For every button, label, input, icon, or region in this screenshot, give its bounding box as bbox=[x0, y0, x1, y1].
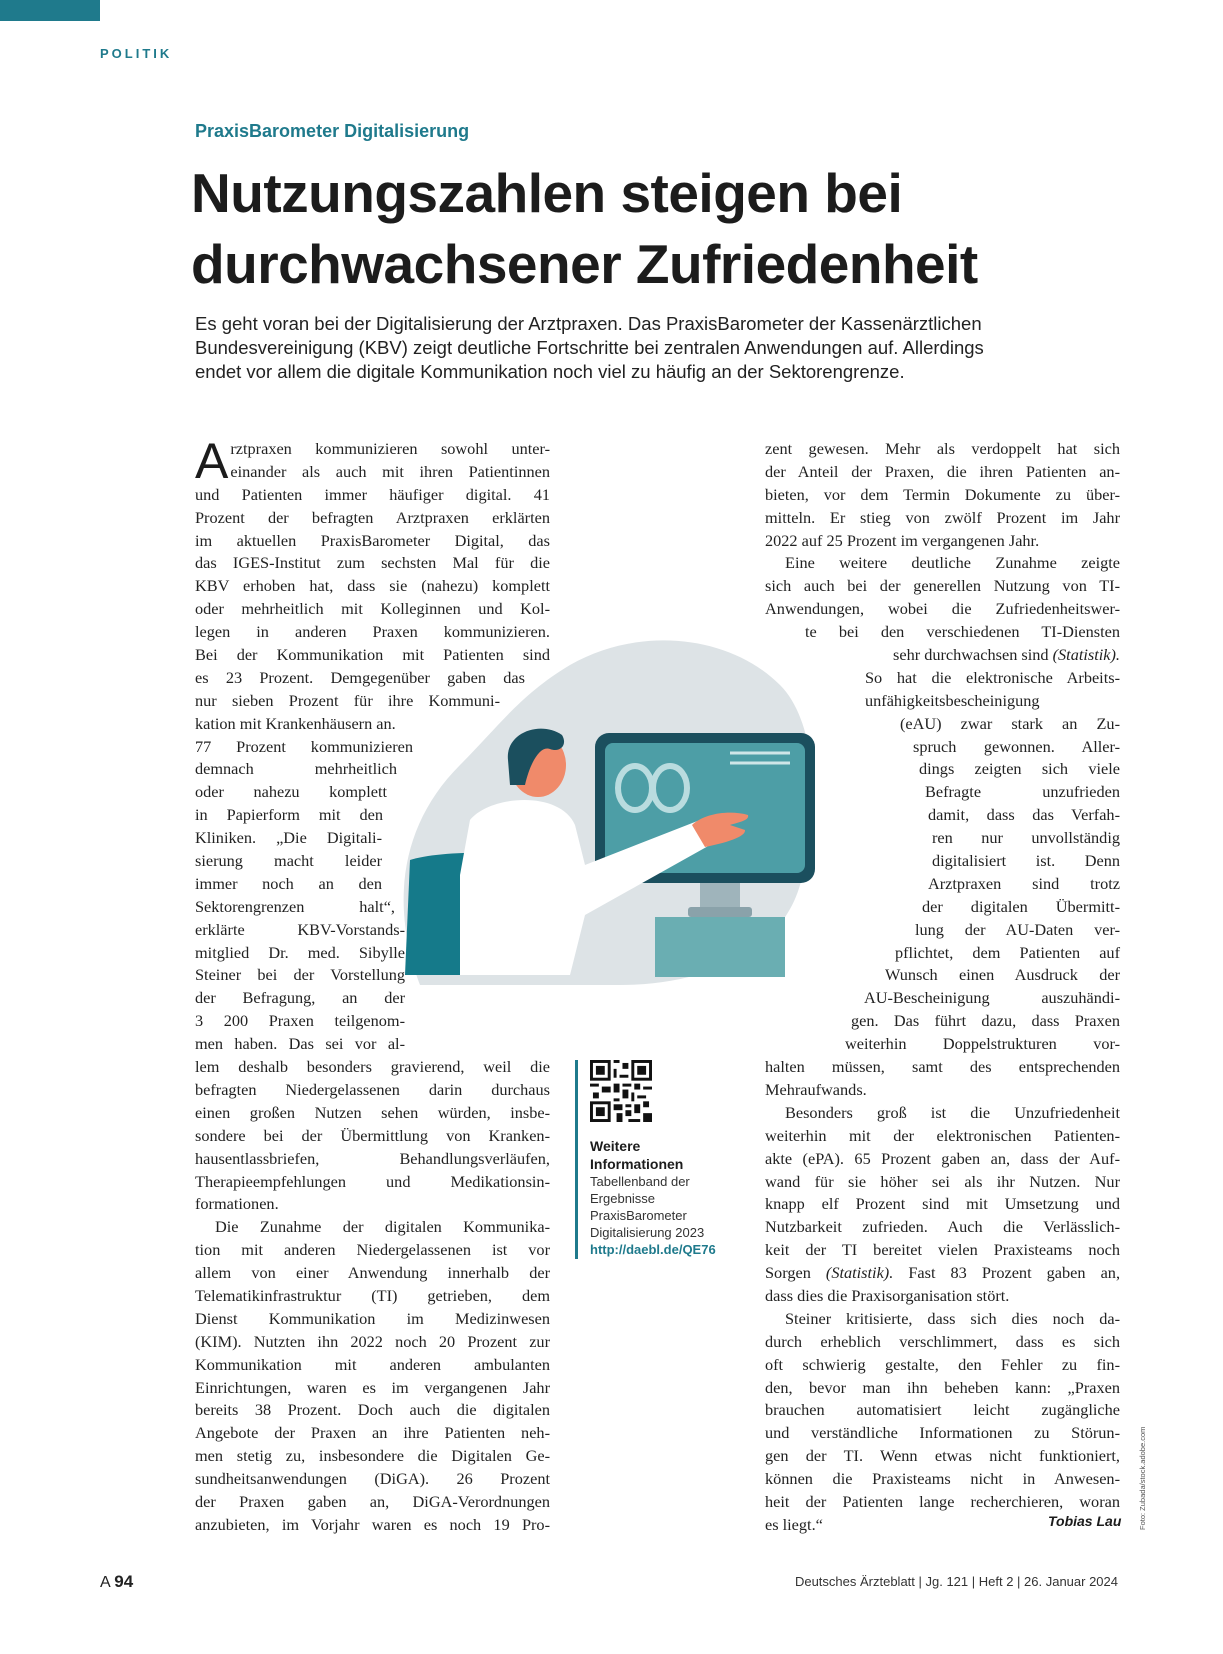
text-line: einander als auch mit ihren Patientinnen bbox=[230, 461, 550, 481]
article-lead bbox=[195, 312, 1145, 384]
text-line: zent gewesen. Mehr als verdoppelt hat sich bbox=[765, 439, 1120, 458]
text-line: Anwendungen, wobei die Zufriedenheitswer- bbox=[765, 599, 1120, 619]
text-line: mitteln. Er stieg von zwölf Prozent im Jahr bbox=[765, 507, 1120, 527]
text-line: sundheitsanwendungen (DiGA). 26 Prozent bbox=[195, 1469, 550, 1489]
text-line: 3 200 Praxen teilgenom- bbox=[195, 1011, 405, 1031]
text-line: Angebote der Praxen an ihre Patienten neh- bbox=[195, 1423, 550, 1443]
text-line: können die Praxisteams nicht in Anwesen- bbox=[765, 1469, 1120, 1489]
text-line: durch erheblich verschlimmert, dass es sich bbox=[765, 1331, 1120, 1351]
text-line: men haben. Das sei vor al- bbox=[195, 1034, 405, 1054]
text-line: knapp elf Prozent sind mit Umsetzung und bbox=[765, 1194, 1120, 1214]
section-label: POLITIK bbox=[100, 46, 173, 61]
text-line: nur sieben Prozent für ihre Kommuni- bbox=[195, 690, 500, 710]
text-line: akte (ePA). 65 Prozent gaben an, dass der Auf- bbox=[765, 1148, 1120, 1168]
text-line: und verständliche Informationen zu Störun- bbox=[765, 1423, 1120, 1443]
info-link[interactable]: http://daebl.de/QE76 bbox=[590, 1242, 716, 1257]
text-line: Bei der Kommunikation mit Patienten sind bbox=[195, 645, 550, 665]
text-line: kation mit Krankenhäusern an. bbox=[195, 713, 396, 733]
text-line: tion mit anderen Niedergelassenen ist vor bbox=[195, 1240, 550, 1260]
text-line: im aktuellen PraxisBarometer Digital, das bbox=[195, 530, 550, 550]
text-line: brauchen automatisiert leicht zugängliche bbox=[765, 1400, 1120, 1420]
text-line: Einrichtungen, waren es im vergangenen Jahr bbox=[195, 1377, 550, 1397]
lead-line: endet vor allem die digitale Kommunikation noch viel zu häufig an der Sektorengrenze. bbox=[195, 361, 905, 382]
text-line: Mehraufwands. bbox=[765, 1079, 867, 1099]
text-line: spruch gewonnen. Aller- bbox=[913, 736, 1120, 756]
text-line: das IGES-Institut zum sechsten Mal für die bbox=[195, 553, 550, 573]
info-title-line: Weitere bbox=[590, 1138, 641, 1154]
text-line: weiterhin Doppelstrukturen vor- bbox=[845, 1034, 1120, 1054]
text-line: einen großen Nutzen sehen würden, insbe- bbox=[195, 1102, 550, 1122]
text-line: So hat die elektronische Arbeits- bbox=[865, 667, 1120, 687]
text-line: formationen. bbox=[195, 1194, 279, 1214]
text-fragment: Sorgen bbox=[765, 1263, 811, 1283]
text-line: Kliniken. „Die Digitali- bbox=[195, 828, 382, 848]
info-box bbox=[575, 1060, 750, 1259]
info-text-line: Ergebnisse bbox=[590, 1191, 656, 1206]
text-line: Telematikinfrastruktur (TI) getrieben, dem bbox=[195, 1285, 550, 1305]
text-line: 77 Prozent kommunizieren bbox=[195, 736, 413, 756]
text-line: es liegt.“ bbox=[765, 1514, 823, 1534]
qr-code-icon[interactable] bbox=[590, 1060, 652, 1122]
text-line: Steiner bei der Vorstellung bbox=[195, 965, 405, 985]
text-line: (KIM). Nutzten ihn 2022 noch 20 Prozent zur bbox=[195, 1331, 550, 1351]
photo-credit: Foto: Zubada/stock.adobe.com bbox=[1138, 1426, 1147, 1530]
text-line: es 23 Prozent. Demgegenüber gaben das bbox=[195, 667, 525, 687]
text-line: dings zeigten sich viele bbox=[919, 759, 1120, 779]
info-text-line: PraxisBarometer bbox=[590, 1208, 687, 1223]
text-line: mitglied Dr. med. Sibylle bbox=[195, 942, 405, 962]
text-line: in Papierform mit den bbox=[195, 805, 383, 825]
text-line: wand für sie höher sei als ihr Nutzen. Nur bbox=[765, 1171, 1120, 1191]
text-line: oder mehrheitlich mit Kolleginnen und Kol- bbox=[195, 599, 550, 619]
text-line: 2022 auf 25 Prozent im vergangenen Jahr. bbox=[765, 530, 1040, 550]
text-line: und Patienten immer häufiger digital. 41 bbox=[195, 484, 550, 504]
info-text-line: Digitalisierung 2023 bbox=[590, 1225, 705, 1240]
article-column-right bbox=[765, 438, 1120, 1537]
text-line: Therapieempfehlungen und Medikationsin- bbox=[195, 1171, 550, 1191]
text-line: erklärte KBV-Vorstands- bbox=[195, 919, 405, 939]
text-line: men stetig zu, insbesondere die Digitalen Ge- bbox=[195, 1446, 550, 1466]
text-line: Kommunikation mit anderen ambulanten bbox=[195, 1354, 550, 1374]
text-line: dass dies die Praxisorganisation stört. bbox=[765, 1285, 1010, 1305]
text-line: (eAU) zwar stark an Zu- bbox=[900, 713, 1120, 733]
text-line: oft schwierig gestalte, den Fehler zu fin- bbox=[765, 1354, 1120, 1374]
text-line: sierung macht leider bbox=[195, 851, 382, 871]
text-line: hausentlassbriefen, Behandlungsverläufen, bbox=[195, 1148, 550, 1168]
lead-line: Bundesvereinigung (KBV) zeigt deutliche Fortschritte bei zentralen Anwendungen auf. Allerdings bbox=[195, 337, 984, 358]
text-line: ren nur unvollständig bbox=[932, 828, 1120, 848]
text-line bbox=[765, 1262, 1120, 1285]
text-line: der digitalen Übermitt- bbox=[922, 896, 1120, 916]
article-column-left bbox=[195, 433, 550, 1537]
article-kicker: PraxisBarometer Digitalisierung bbox=[195, 121, 470, 141]
text-line: Wunsch einen Ausdruck der bbox=[885, 965, 1120, 985]
text-fragment: Fast 83 Prozent gaben an, bbox=[908, 1263, 1121, 1283]
text-line: legen in anderen Praxen kommunizieren. bbox=[195, 622, 550, 642]
text-line bbox=[765, 644, 1120, 667]
author-name: Tobias Lau bbox=[1048, 1513, 1122, 1529]
text-line: immer noch an den bbox=[195, 873, 382, 893]
text-line: KBV erhoben hat, dass sie (nahezu) komplett bbox=[195, 576, 550, 596]
text-line: Steiner kritisierte, dass sich dies noch da- bbox=[785, 1308, 1120, 1328]
top-accent-bar bbox=[0, 0, 100, 21]
text-line: der Befragung, an der bbox=[195, 988, 405, 1008]
footer-publication: Deutsches Ärzteblatt | Jg. 121 | Heft 2 | 26. Januar 2024 bbox=[794, 1574, 1118, 1589]
text-line: lem deshalb besonders gravierend, weil die bbox=[195, 1057, 550, 1077]
article-headline bbox=[191, 158, 1141, 300]
text-line: der Anteil der Praxen, die ihren Patienten an- bbox=[765, 461, 1120, 481]
text-line: oder nahezu komplett bbox=[195, 782, 387, 802]
text-line: allem von einer Anwendung innerhalb der bbox=[195, 1263, 550, 1283]
text-line: Nutzbarkeit zufrieden. Auch die Verlässlich- bbox=[765, 1217, 1120, 1237]
text-line: anzubieten, im Vorjahr waren es noch 19 Pro- bbox=[195, 1514, 550, 1534]
lead-line: Es geht voran bei der Digitalisierung der Arztpraxen. Das PraxisBarometer der Kassenärztlichen bbox=[195, 313, 982, 334]
text-line: Eine weitere deutliche Zunahme zeigte bbox=[785, 553, 1120, 573]
page-prefix: A bbox=[100, 1574, 110, 1591]
statistik-reference: (Statistik). bbox=[825, 1263, 894, 1283]
text-line: Dienst Kommunikation im Medizinwesen bbox=[195, 1308, 550, 1328]
statistik-reference: (Statistik). bbox=[1052, 645, 1120, 665]
text-line: sondere bei der Übermittlung von Kranken- bbox=[195, 1125, 550, 1145]
text-line: Prozent der befragten Arztpraxen erklärten bbox=[195, 507, 550, 527]
text-line: gen. Das führt dazu, dass Praxen bbox=[851, 1011, 1120, 1031]
info-title-line: Informationen bbox=[590, 1156, 684, 1172]
text-line: Arztpraxen sind trotz bbox=[928, 873, 1120, 893]
text-line: halten müssen, samt des entsprechenden bbox=[765, 1057, 1120, 1077]
text-line: bereits 38 Prozent. Doch auch die digitalen bbox=[195, 1400, 550, 1420]
text-line: befragten Niedergelassenen darin durchaus bbox=[195, 1079, 550, 1099]
text-line: Besonders groß ist die Unzufriedenheit bbox=[785, 1102, 1120, 1122]
text-fragment: sehr durchwachsen sind bbox=[893, 645, 1049, 665]
dropcap-letter: A bbox=[195, 433, 229, 489]
text-line: keit der TI bereitet vielen Praxisteams noch bbox=[765, 1240, 1120, 1260]
info-text-line: Tabellenband der bbox=[590, 1174, 690, 1189]
text-line: der Praxen gaben an, DiGA-Verordnungen bbox=[195, 1491, 550, 1511]
text-line: demnach mehrheitlich bbox=[195, 759, 397, 779]
page-number bbox=[100, 1572, 133, 1592]
text-line: lung der AU-Daten ver- bbox=[915, 919, 1120, 939]
page-number-value: 94 bbox=[114, 1572, 134, 1591]
text-line: unfähigkeitsbescheinigung bbox=[865, 690, 1040, 710]
text-line: Sektorengrenzen halt“, bbox=[195, 896, 395, 916]
text-line: Befragte unzufrieden bbox=[925, 782, 1120, 802]
headline-line: Nutzungszahlen steigen bei bbox=[191, 162, 903, 224]
info-text bbox=[590, 1173, 750, 1241]
text-line: bieten, vor dem Termin Dokumente zu über- bbox=[765, 484, 1120, 504]
text-line: heit der Patienten lange recherchieren, woran bbox=[765, 1491, 1120, 1511]
text-line: rztpraxen kommunizieren sowohl unter- bbox=[230, 439, 550, 458]
text-line: sich auch bei der generellen Nutzung von TI- bbox=[765, 576, 1120, 596]
text-line: pflichtet, dem Patienten auf bbox=[895, 942, 1120, 962]
text-line: digitalisiert ist. Denn bbox=[932, 851, 1120, 871]
text-line: te bei den verschiedenen TI-Diensten bbox=[805, 622, 1120, 642]
text-line: den, bevor man ihn beheben kann: „Praxen bbox=[765, 1377, 1120, 1397]
text-line: damit, dass das Verfah- bbox=[928, 805, 1120, 825]
text-line: gen der TI. Wenn etwas nicht funktioniert, bbox=[765, 1446, 1120, 1466]
text-line: weiterhin mit der elektronischen Patienten- bbox=[765, 1125, 1120, 1145]
headline-line: durchwachsener Zufriedenheit bbox=[191, 233, 978, 295]
text-line: AU-Bescheinigung auszuhändi- bbox=[864, 988, 1120, 1008]
text-line: Die Zunahme der digitalen Kommunika- bbox=[215, 1217, 550, 1237]
